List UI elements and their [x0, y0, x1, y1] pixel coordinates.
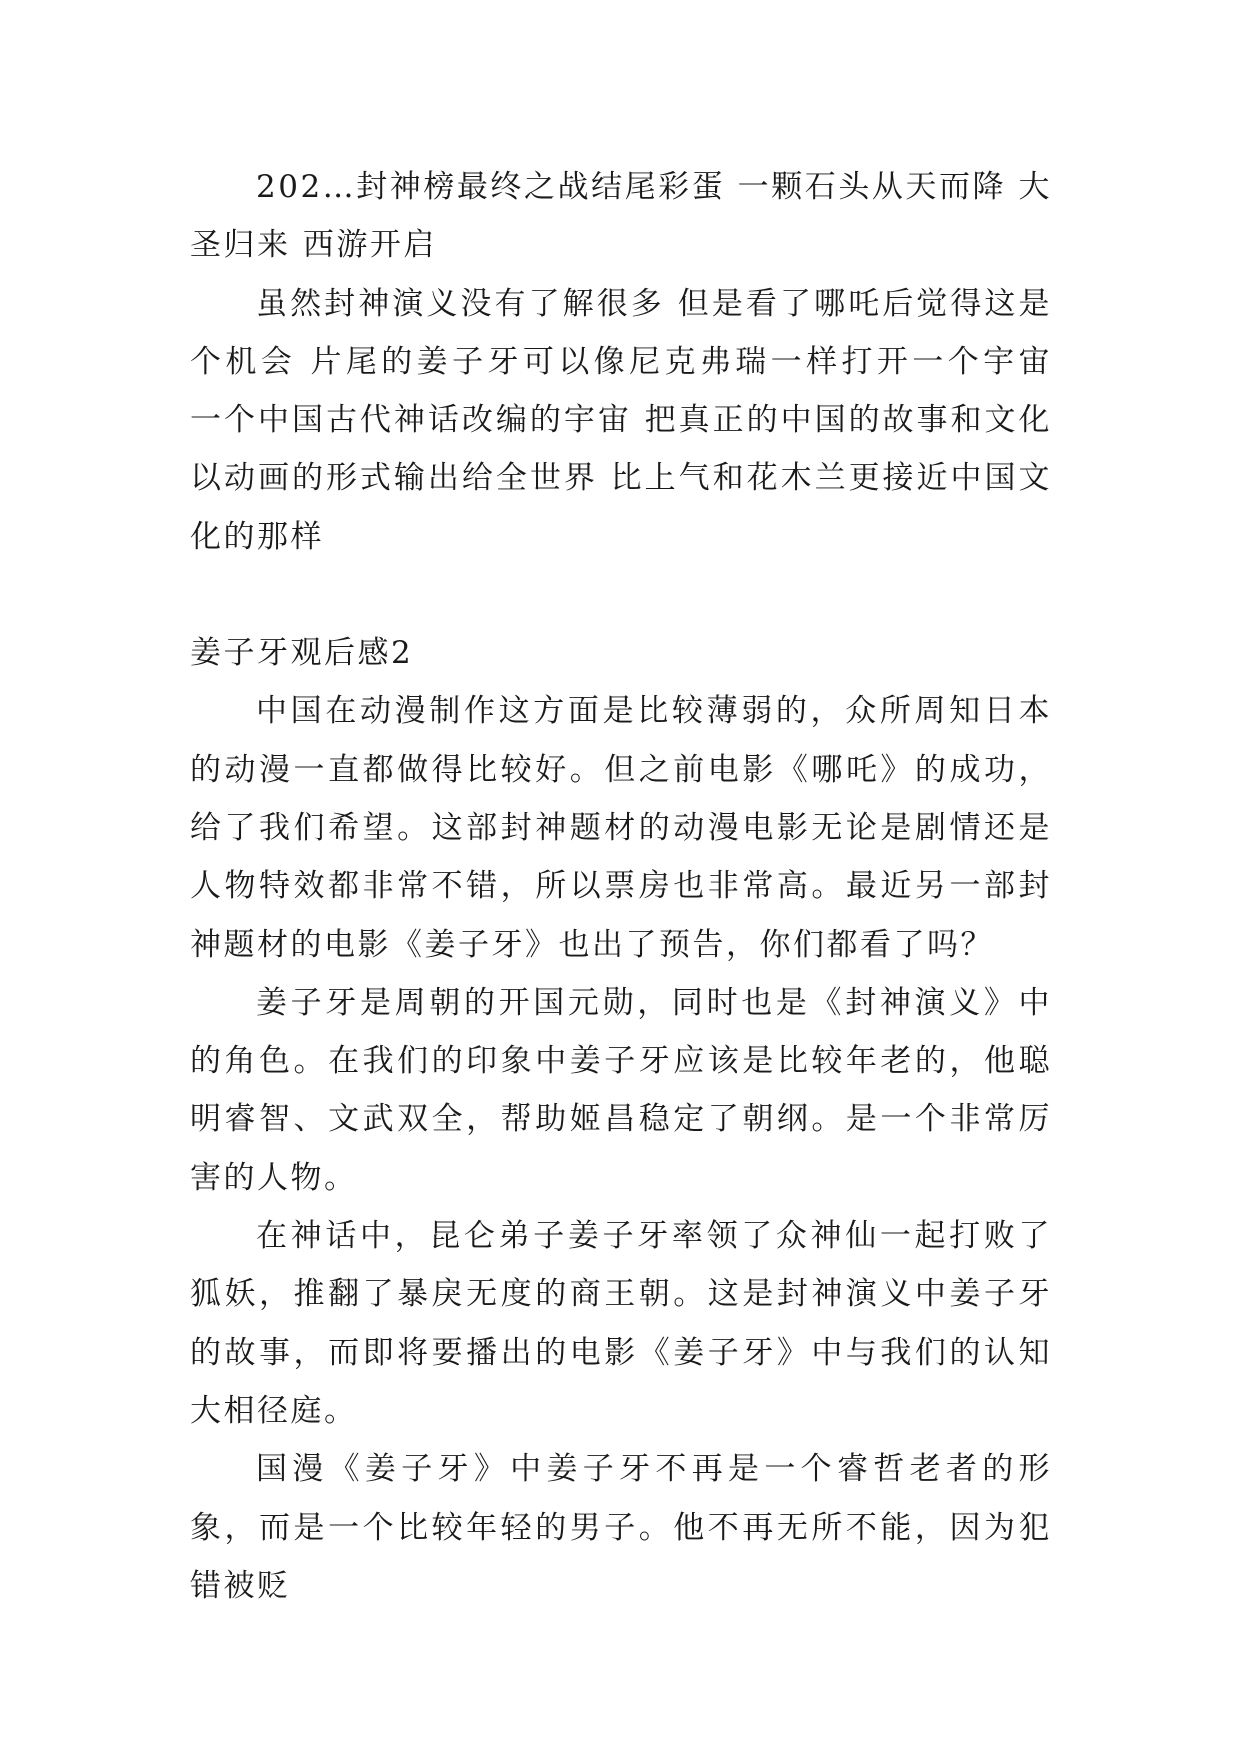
section-heading: 姜子牙观后感2: [190, 635, 414, 672]
document-body: [190, 158, 1052, 1615]
blank-line: [190, 566, 1052, 624]
paragraph: 国漫《姜子牙》中姜子牙不再是一个睿哲老者的形象，而是一个比较年轻的男子。他不再无所不能，因为犯错被贬: [190, 1451, 1052, 1604]
paragraph: 虽然封神演义没有了解很多 但是看了哪吒后觉得这是个机会 片尾的姜子牙可以像尼克弗瑞一样打开一个宇宙 一个中国古代神话改编的宇宙 把真正的中国的故事和文化以动画的形式输出给全世界 比上气和花木兰更接近中国文化的那样: [190, 285, 1052, 555]
paragraph: 中国在动漫制作这方面是比较薄弱的，众所周知日本的动漫一直都做得比较好。但之前电影《哪吒》的成功，给了我们希望。这部封神题材的动漫电影无论是剧情还是人物特效都非常不错，所以票房也非常高。最近另一部封神题材的电影《姜子牙》也出了预告，你们都看了吗？: [190, 693, 1052, 963]
paragraph: 姜子牙是周朝的开国元勋，同时也是《封神演义》中的角色。在我们的印象中姜子牙应该是比较年老的，他聪明睿智、文武双全，帮助姬昌稳定了朝纲。是一个非常厉害的人物。: [190, 984, 1052, 1196]
paragraph: 202…封神榜最终之战结尾彩蛋 一颗石头从天而降 大圣归来 西游开启: [190, 169, 1052, 264]
paragraph: 在神话中，昆仑弟子姜子牙率领了众神仙一起打败了狐妖，推翻了暴戾无度的商王朝。这是封神演义中姜子牙的故事，而即将要播出的电影《姜子牙》中与我们的认知大相径庭。: [190, 1218, 1052, 1429]
